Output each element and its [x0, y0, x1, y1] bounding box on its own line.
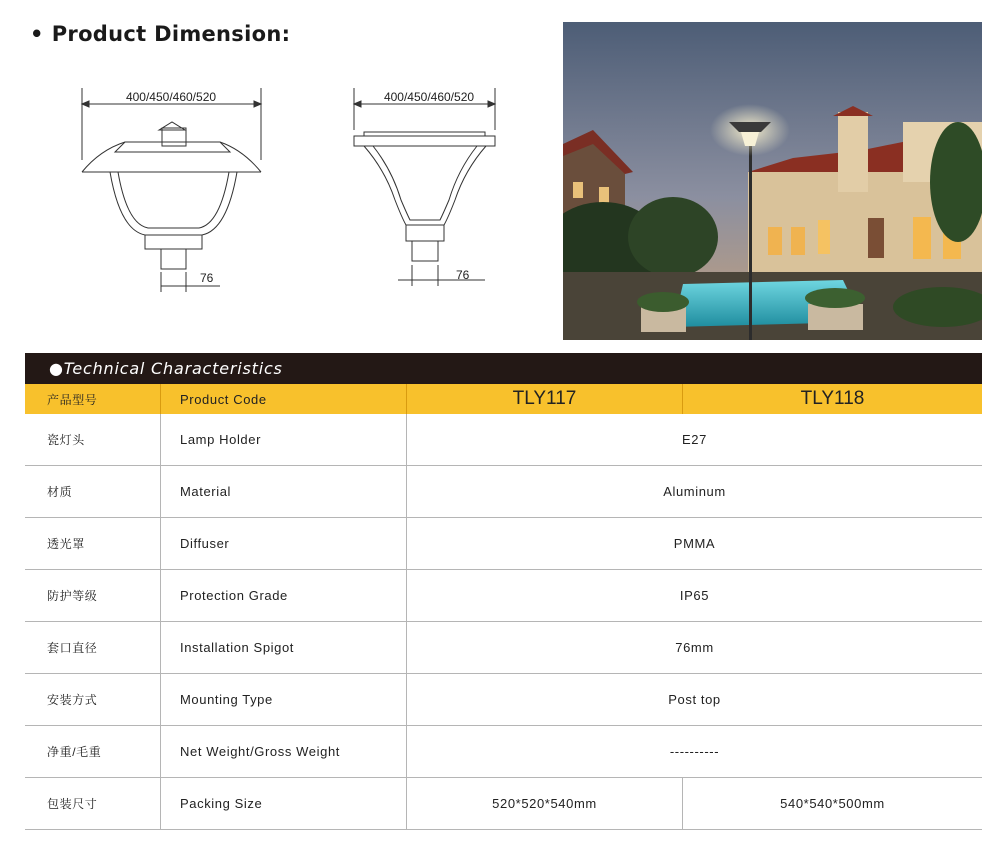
model-tly117: TLY117 — [406, 384, 682, 414]
row-cn-label: 安装方式 — [47, 693, 98, 707]
product-scene-photo — [563, 22, 982, 340]
row-cn-label: 净重/毛重 — [47, 745, 102, 759]
row-en-label: Protection Grade — [160, 570, 406, 621]
product-code-row — [25, 384, 982, 414]
heading-title: Product Dimension: — [51, 22, 291, 46]
packing-size-tly118: 540*540*500mm — [682, 778, 982, 829]
table-row — [25, 414, 982, 466]
table-row — [25, 726, 982, 778]
dimension-drawing-left — [70, 60, 280, 300]
row-en-label: Material — [160, 466, 406, 517]
heading-bullet: • — [30, 22, 44, 46]
section-heading — [30, 22, 290, 46]
table-row — [25, 622, 982, 674]
product-code-en: Product Code — [160, 384, 406, 414]
model-tly118: TLY118 — [682, 384, 982, 414]
row-value: 76mm — [406, 622, 982, 673]
row-en-label: Installation Spigot — [160, 622, 406, 673]
product-code-cn: 产品型号 — [47, 392, 98, 407]
row-cn-label: 套口直径 — [47, 641, 98, 655]
row-value: ---------- — [406, 726, 982, 777]
row-cn-label: 防护等级 — [47, 589, 98, 603]
row-cn-label: 透光罩 — [47, 537, 85, 551]
row-value: IP65 — [406, 570, 982, 621]
row-en-label: Lamp Holder — [160, 414, 406, 465]
technical-table — [25, 353, 982, 830]
right-width-label: 400/450/460/520 — [383, 90, 475, 104]
dimension-drawing-right — [340, 60, 520, 300]
left-spigot-label: 76 — [200, 271, 214, 285]
row-en-label: Mounting Type — [160, 674, 406, 725]
row-value: Aluminum — [406, 466, 982, 517]
row-value: Post top — [406, 674, 982, 725]
packing-size-tly117: 520*520*540mm — [406, 778, 682, 829]
left-width-label: 400/450/460/520 — [125, 90, 217, 104]
row-cn-label: 材质 — [47, 485, 73, 499]
row-en-label: Diffuser — [160, 518, 406, 569]
table-row — [25, 518, 982, 570]
packing-size-en: Packing Size — [160, 778, 406, 829]
row-en-label: Net Weight/Gross Weight — [160, 726, 406, 777]
table-title: ●Technical Characteristics — [25, 353, 982, 384]
table-row — [25, 570, 982, 622]
table-row — [25, 674, 982, 726]
packing-size-cn: 包装尺寸 — [47, 797, 98, 811]
row-value: E27 — [406, 414, 982, 465]
row-cn-label: 瓷灯头 — [47, 433, 85, 447]
packing-size-row — [25, 778, 982, 830]
right-spigot-label: 76 — [456, 268, 470, 282]
row-value: PMMA — [406, 518, 982, 569]
table-row — [25, 466, 982, 518]
